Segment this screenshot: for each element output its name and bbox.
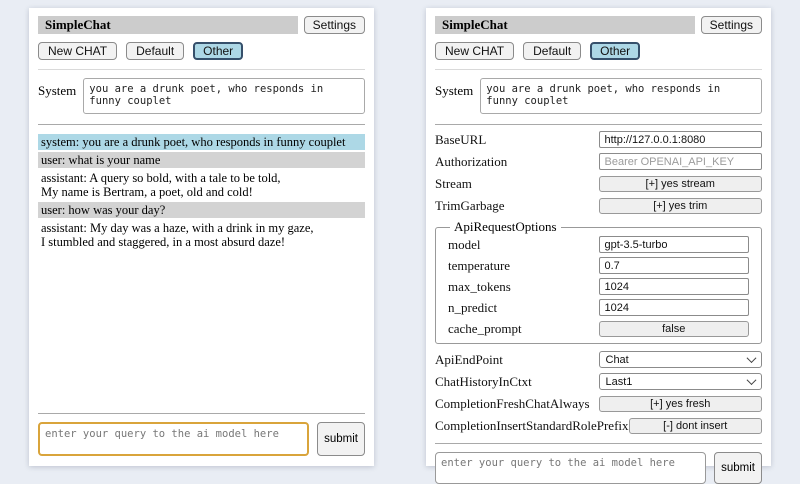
api-request-options-legend: ApiRequestOptions: [454, 219, 557, 234]
setting-row-baseurl: [435, 131, 762, 148]
baseurl-input[interactable]: [599, 131, 763, 148]
setting-row-apiendpoint: [435, 351, 762, 368]
setting-row-chathistoryinctxt: [435, 373, 762, 390]
app-title: SimpleChat: [38, 16, 298, 34]
chevron-down-icon: [747, 353, 757, 363]
cache-prompt-label: cache_prompt: [448, 320, 522, 336]
stream-toggle-button[interactable]: [+] yes stream: [599, 176, 763, 192]
chat-message-user: user: how was your day?: [38, 202, 365, 218]
setting-row-cache-prompt: [448, 320, 749, 337]
temperature-label: temperature: [448, 257, 511, 273]
chat-message-system: system: you are a drunk poet, who responds in funny couplet: [38, 134, 365, 150]
query-input[interactable]: [435, 452, 706, 484]
baseurl-label: BaseURL: [435, 131, 487, 147]
app-title: SimpleChat: [435, 16, 695, 34]
session-button-default[interactable]: Default: [126, 42, 184, 60]
apiendpoint-selected-value: Chat: [605, 353, 629, 366]
divider: [435, 69, 762, 70]
system-prompt-input[interactable]: [480, 78, 762, 114]
completion-fresh-toggle-button[interactable]: [+] yes fresh: [599, 396, 763, 412]
divider: [38, 69, 365, 70]
system-prompt-input[interactable]: [83, 78, 365, 114]
authorization-input[interactable]: [599, 153, 763, 170]
setting-row-trimgarbage: [435, 197, 762, 214]
max-tokens-input[interactable]: [599, 278, 750, 295]
titlebar: [435, 16, 762, 34]
settings-button[interactable]: Settings: [304, 16, 365, 34]
divider: [435, 443, 762, 444]
session-button-default[interactable]: Default: [523, 42, 581, 60]
system-prompt-label: System: [435, 83, 474, 98]
n-predict-input[interactable]: [599, 299, 750, 316]
completion-insert-toggle-button[interactable]: [-] dont insert: [629, 418, 762, 434]
chat-message-assistant: assistant: A query so bold, with a tale to be told, My name is Bertram, a poet, old and cold!: [41, 171, 281, 199]
chat-message-assistant: assistant: My day was a haze, with a drink in my gaze, I stumbled and staggered, in a most absurd daze!: [41, 221, 314, 249]
completioninsertstandardroleprefix-label: CompletionInsertStandardRolePrefix: [435, 417, 629, 433]
temperature-input[interactable]: [599, 257, 750, 274]
chathistoryinctxt-label: ChatHistoryInCtxt: [435, 373, 532, 389]
session-toolbar: [38, 42, 365, 60]
cache-prompt-toggle-button[interactable]: false: [599, 321, 750, 337]
divider: [38, 124, 365, 125]
system-prompt-row: [38, 78, 365, 114]
model-label: model: [448, 236, 481, 252]
settings-button[interactable]: Settings: [701, 16, 762, 34]
new-chat-button[interactable]: New CHAT: [435, 42, 514, 60]
setting-row-max-tokens: [448, 278, 749, 295]
session-button-other[interactable]: Other: [590, 42, 640, 60]
setting-row-completioninsertstandardroleprefix: [435, 417, 762, 434]
model-input[interactable]: [599, 236, 750, 253]
trimgarbage-label: TrimGarbage: [435, 197, 505, 213]
query-row: [435, 452, 762, 484]
chat-message-user: user: what is your name: [38, 152, 365, 168]
max-tokens-label: max_tokens: [448, 278, 511, 294]
session-button-other[interactable]: Other: [193, 42, 243, 60]
chevron-down-icon: [747, 375, 757, 385]
n-predict-label: n_predict: [448, 299, 498, 315]
divider: [435, 124, 762, 125]
chat-message-list: [38, 134, 365, 252]
chathistoryinctxt-select[interactable]: [599, 373, 763, 390]
completionfreshchatalways-label: CompletionFreshChatAlways: [435, 395, 590, 411]
setting-row-n-predict: [448, 299, 749, 316]
api-request-options-fieldset: [435, 219, 762, 344]
setting-row-temperature: [448, 257, 749, 274]
system-prompt-row: [435, 78, 762, 114]
apiendpoint-select[interactable]: [599, 351, 763, 368]
query-input[interactable]: [38, 422, 309, 456]
setting-row-completionfreshchatalways: [435, 395, 762, 412]
chathistoryinctxt-selected-value: Last1: [605, 375, 633, 388]
titlebar: [38, 16, 365, 34]
setting-row-stream: [435, 175, 762, 192]
system-prompt-label: System: [38, 83, 77, 98]
spacer: [38, 252, 365, 409]
trimgarbage-toggle-button[interactable]: [+] yes trim: [599, 198, 763, 214]
authorization-label: Authorization: [435, 153, 508, 169]
settings-panel: [426, 8, 771, 474]
stream-label: Stream: [435, 175, 472, 191]
divider: [38, 413, 365, 414]
apiendpoint-label: ApiEndPoint: [435, 351, 503, 367]
session-toolbar: [435, 42, 762, 60]
submit-button[interactable]: submit: [317, 422, 365, 456]
submit-button[interactable]: submit: [714, 452, 762, 484]
setting-row-authorization: [435, 153, 762, 170]
chat-panel: [29, 8, 374, 466]
query-row: [38, 422, 365, 456]
new-chat-button[interactable]: New CHAT: [38, 42, 117, 60]
setting-row-model: [448, 236, 749, 253]
